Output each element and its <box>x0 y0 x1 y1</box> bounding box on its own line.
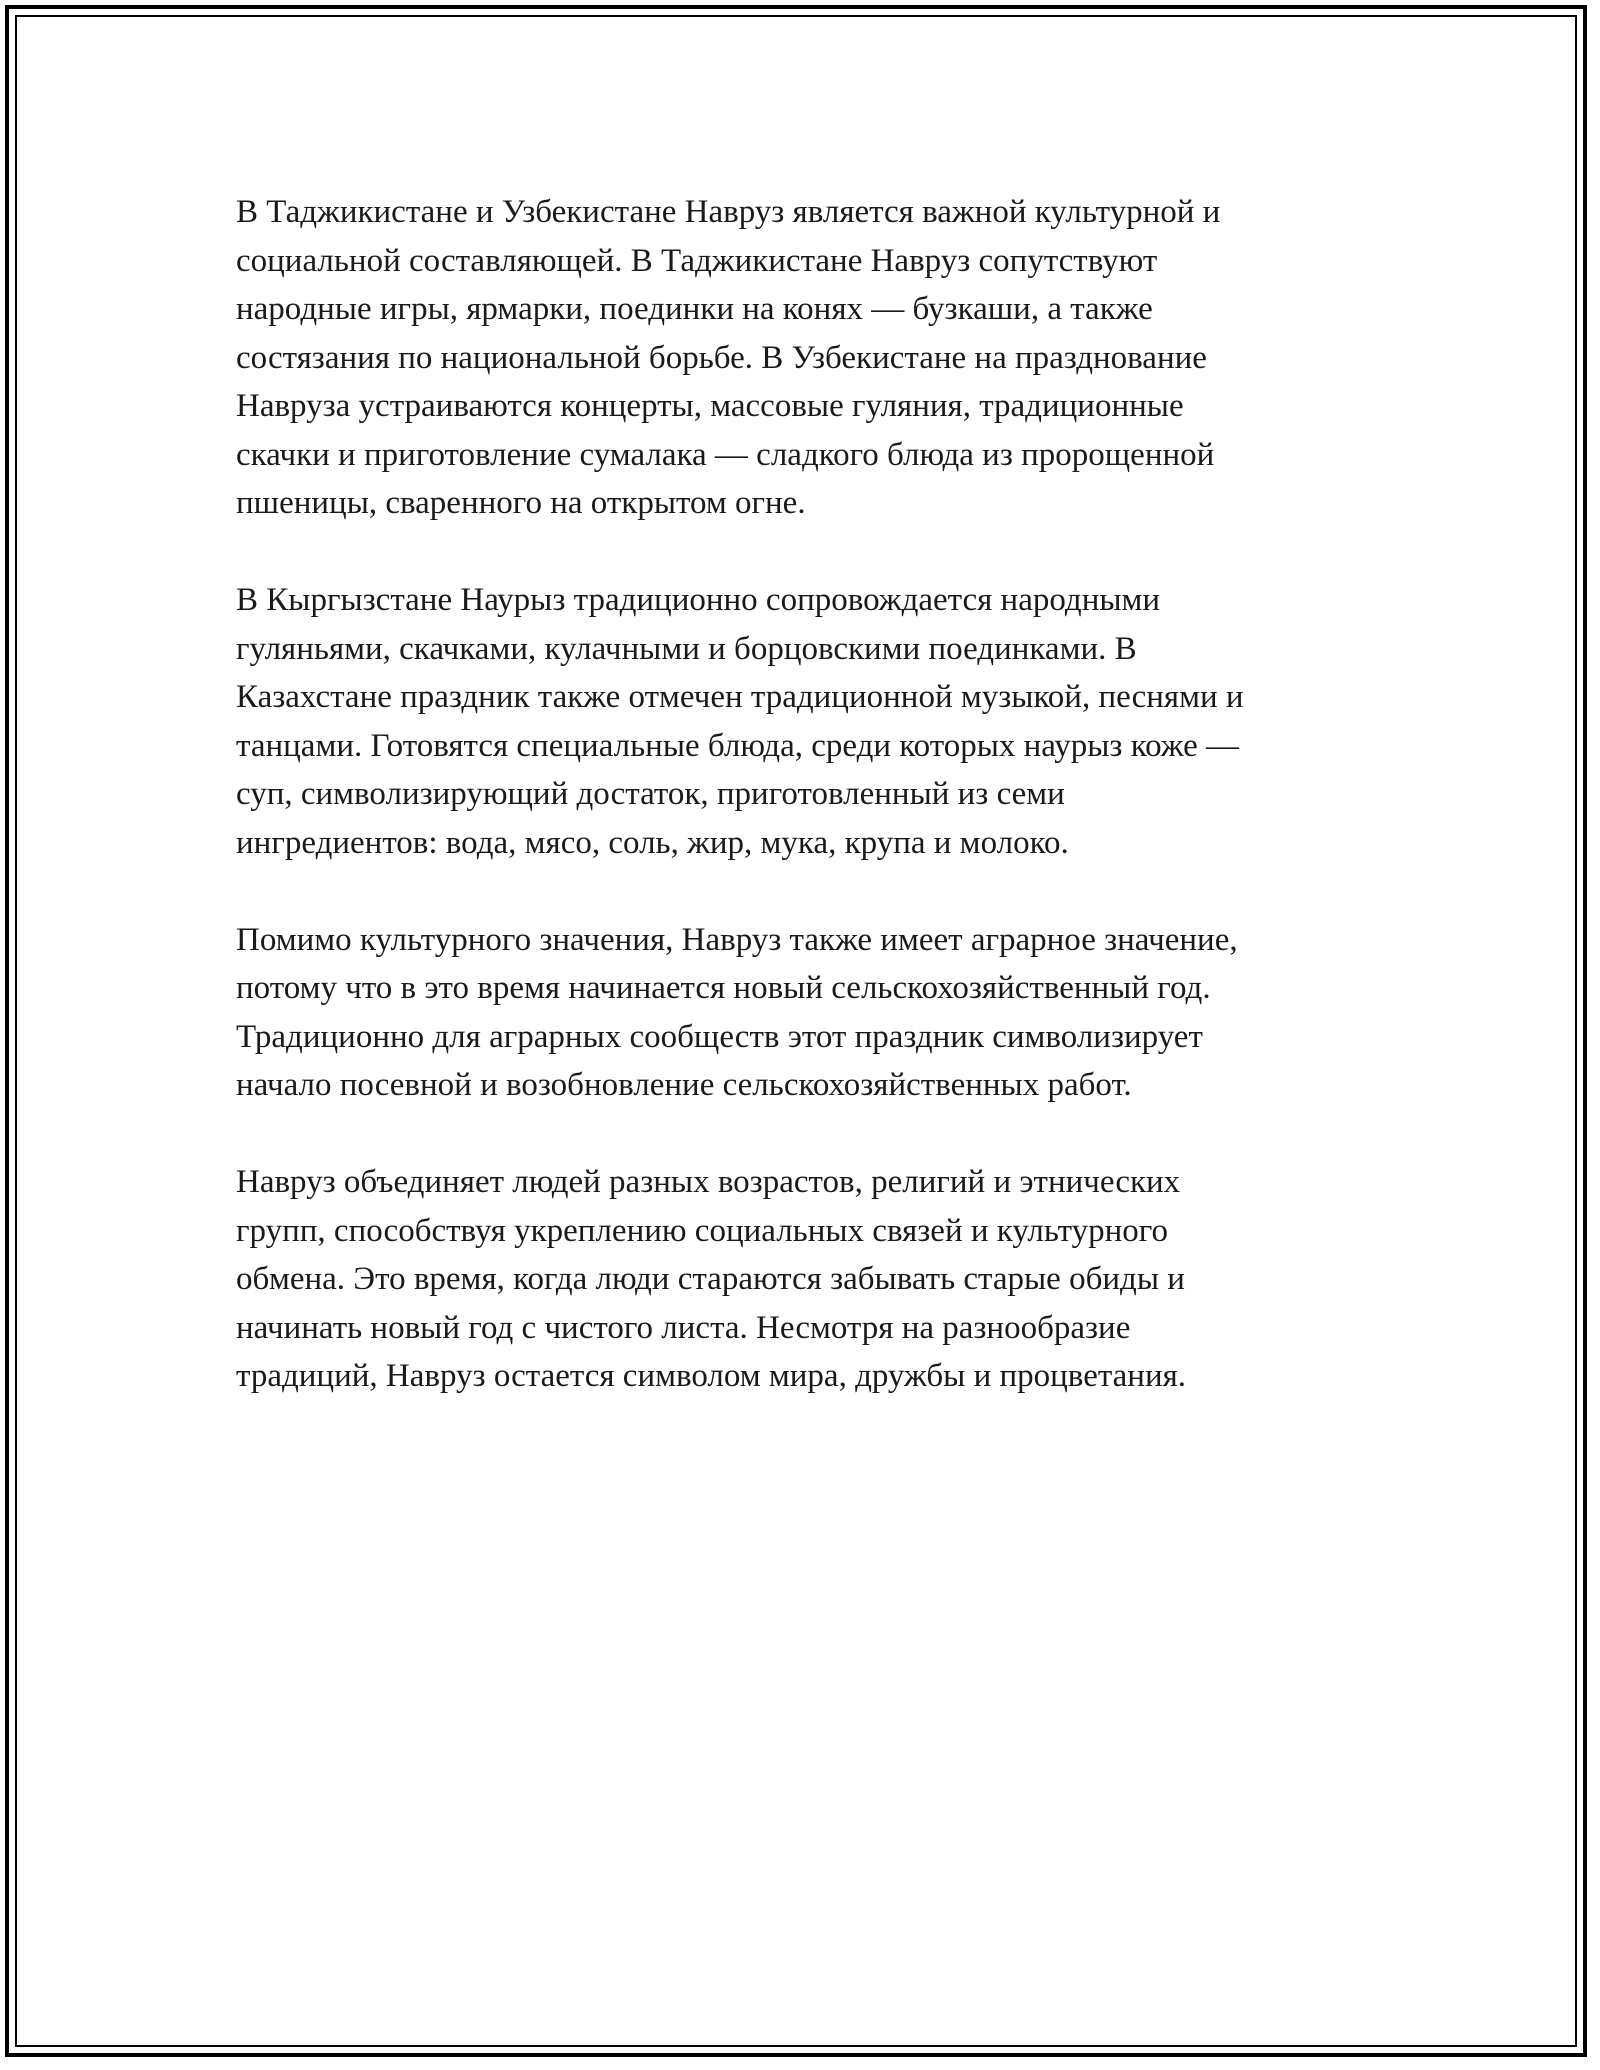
text-line: групп, способствуя укреплению социальных связей и культурного <box>236 1212 1169 1249</box>
text-line: танцами. Готовятся специальные блюда, среди которых наурыз коже — <box>236 727 1240 764</box>
paragraph-4 <box>236 1158 1396 1401</box>
text-line: В Таджикистане и Узбекистане Навруз является важной культурной и <box>236 194 1221 230</box>
text-line: потому что в это время начинается новый сельскохозяйственный год. <box>236 970 1211 1006</box>
paragraph-2 <box>236 576 1396 867</box>
text-line: ингредиентов: вода, мясо, соль, жир, мука, крупа и молоко. <box>236 824 1069 861</box>
paragraph-1 <box>236 188 1396 528</box>
text-line: начало посевной и возобновление сельскохозяйственных работ. <box>236 1067 1132 1103</box>
text-line: суп, символизирующий достаток, приготовленный из семи <box>236 776 1065 812</box>
text-line: социальной составляющей. В Таджикистане Навруз сопутствуют <box>236 242 1158 279</box>
text-line: Помимо культурного значения, Навруз также имеет аграрное значение, <box>236 921 1238 958</box>
text-line: Навруз объединяет людей разных возрастов, религий и этнических <box>236 1164 1181 1200</box>
text-line: традиций, Навруз остается символом мира, дружбы и процветания. <box>236 1358 1187 1394</box>
text-line: гуляньями, скачками, кулачными и борцовскими поединками. В <box>236 630 1137 667</box>
text-line: состязания по национальной борьбе. В Узбекистане на празднование <box>236 339 1207 376</box>
text-line: пшеницы, сваренного на открытом огне. <box>236 485 806 521</box>
text-line: Навруза устраиваются концерты, массовые гуляния, традиционные <box>236 388 1184 424</box>
document-body <box>236 188 1396 1449</box>
text-line: начинать новый год с чистого листа. Несмотря на разнообразие <box>236 1309 1131 1346</box>
text-line: народные игры, ярмарки, поединки на конях — бузкаши, а также <box>236 291 1153 327</box>
paragraph-3 <box>236 916 1396 1110</box>
text-line: скачки и приготовление сумалака — сладкого блюда из пророщенной <box>236 436 1215 473</box>
text-line: обмена. Это время, когда люди стараются забывать старые обиды и <box>236 1261 1185 1297</box>
text-line: Казахстане праздник также отмечен традиционной музыкой, песнями и <box>236 679 1244 715</box>
text-line: Традиционно для аграрных сообществ этот праздник символизирует <box>236 1018 1203 1055</box>
text-line: В Кыргызстане Наурыз традиционно сопровождается народными <box>236 582 1161 618</box>
